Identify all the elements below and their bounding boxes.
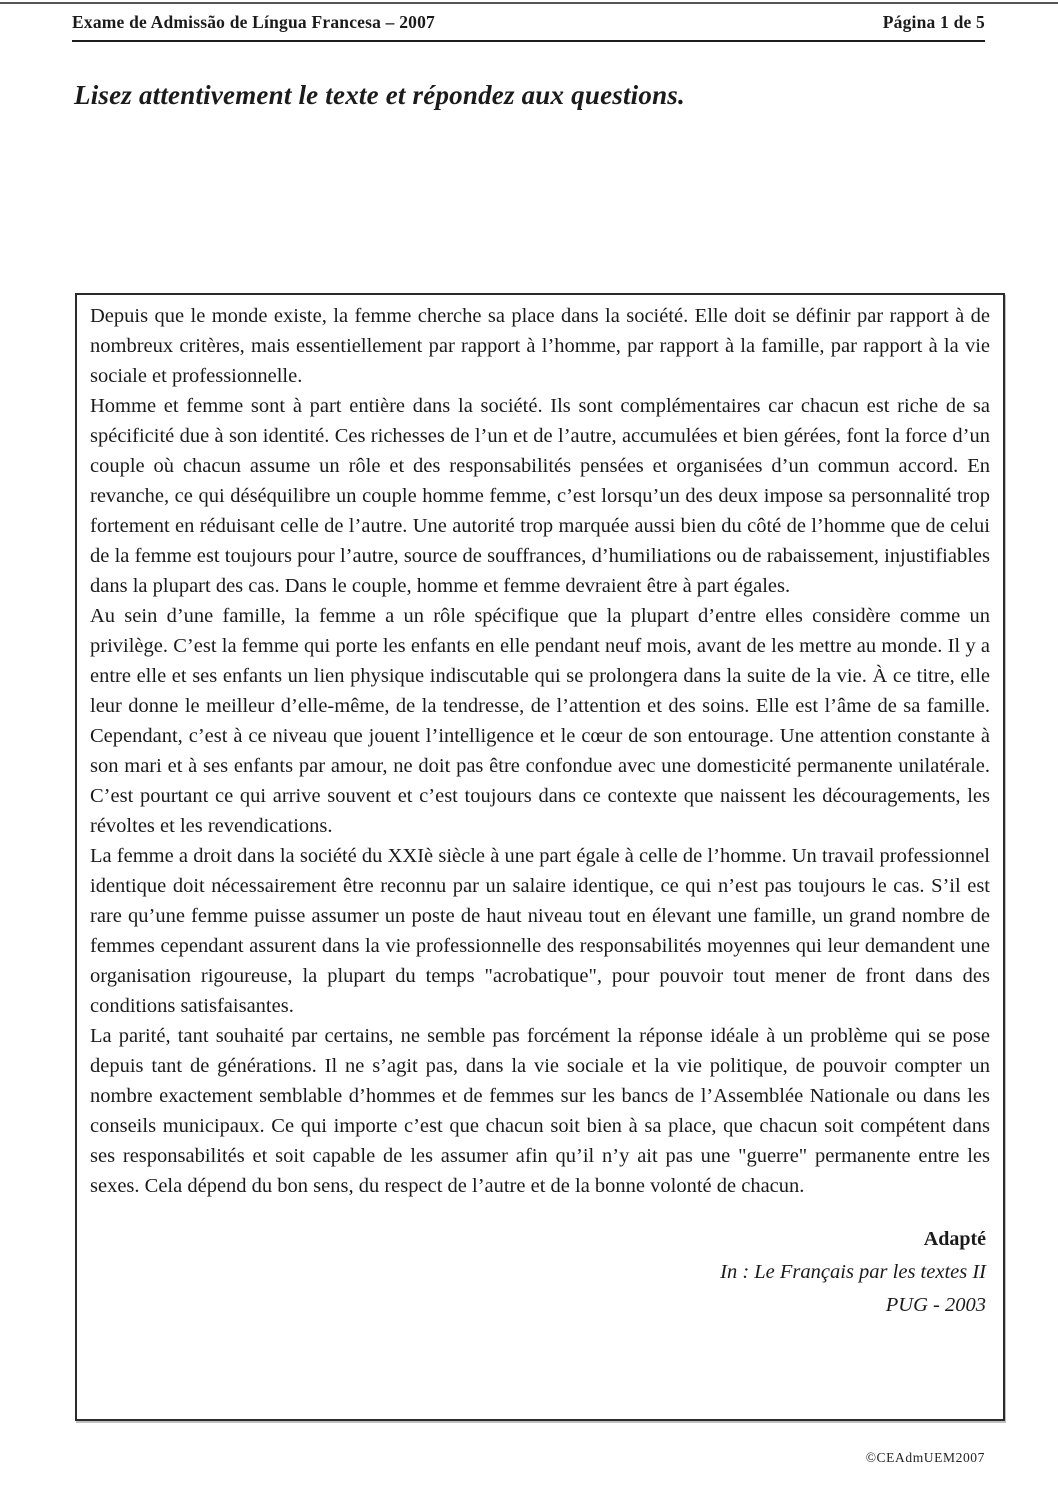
text-paragraph: Homme et femme sont à part entière dans la société. Ils sont complémentaires car chacun est riche de sa spécificité due à son identité. Ces richesses de l’un et de l’autre, accumulées et bien gérées, font la force d’un couple où chacun assume un rôle et des responsabilités pensées et organisées d’un commun accord. En revanche, ce qui déséquilibre un couple homme femme, c’est lorsqu’un des deux impose sa personnalité trop fortement en réduisant celle de l’autre. Une autorité trop marquée aussi bien du côté de l’homme que de celui de la femme est toujours pour l’autre, source de souffrances, d’humiliations ou de rabaissement, injustifiables dans la plupart des cas. Dans le couple, homme et femme devraient être à part égales. (90, 395, 990, 597)
text-paragraph: Depuis que le monde existe, la femme cherche sa place dans la société. Elle doit se définir par rapport à de nombreux critères, mais essentiellement par rapport à l’homme, par rapport à la famille, par rapport à la vie sociale et professionnelle. (90, 305, 990, 387)
page-header (72, 12, 985, 42)
page-top-border (0, 2, 1058, 4)
header-exam-title: Exame de Admissão de Língua Francesa – 2007 (72, 12, 435, 32)
instruction-title: Lisez attentivement le texte et répondez aux questions. (74, 80, 685, 110)
text-paragraph: La parité, tant souhaité par certains, ne semble pas forcément la réponse idéale à un problème qui se pose depuis tant de générations. Il ne s’agit pas, dans la vie sociale et la vie politique, de pouvoir compter un nombre exactement semblable d’hommes et de femmes sur les bancs de l’Assemblée Nationale ou dans les conseils municipaux. Ce qui importe c’est que chacun soit bien à sa place, que chacun soit compétent dans ses responsabilités et soit capable de les assumer afin qu’il n’y ait pas une "guerre" permanente entre les sexes. Cela dépend du bon sens, du respect de l’autre et de la bonne volonté de chacun. (90, 1025, 990, 1197)
reading-text-box (75, 293, 1005, 1421)
attribution-block (90, 1223, 990, 1322)
text-paragraph: Au sein d’une famille, la femme a un rôle spécifique que la plupart d’entre elles considère comme un privilège. C’est la femme qui porte les enfants en elle pendant neuf mois, avant de les mettre au monde. Il y a entre elle et ses enfants un lien physique indiscutable qui se prolongera dans la suite de la vie. À ce titre, elle leur donne le meilleur d’elle-même, de la tendresse, de l’attention et des soins. Elle est l’âme de sa famille. Cependant, c’est à ce niveau que jouent l’intelligence et le cœur de son entourage. Une attention constante à son mari et à ses enfants par amour, ne doit pas être confondue avec une domesticité permanente unilatérale. C’est pourtant ce qui arrive souvent et c’est toujours dans ce contexte que naissent les découragements, les révoltes et les revendications. (90, 605, 990, 837)
attribution-source-title: In : Le Français par les textes II (720, 1261, 986, 1283)
attribution-publisher-year: PUG - 2003 (885, 1294, 986, 1316)
header-page-indicator: Página 1 de 5 (882, 12, 985, 32)
attribution-adapted-label: Adapté (923, 1228, 986, 1250)
text-paragraph: La femme a droit dans la société du XXIè siècle à une part égale à celle de l’homme. Un travail professionnel identique doit nécessairement être reconnu par un salaire identique, ce qui n’est pas toujours le cas. S’il est rare qu’une femme puisse assumer un poste de haut niveau tout en élevant une famille, un grand nombre de femmes cependant assurent dans la vie professionnelle des responsabilités moyennes qui leur demandent une organisation rigoureuse, la plupart du temps "acrobatique", pour pouvoir tout mener de front dans des conditions satisfaisantes. (90, 845, 990, 1017)
copyright-stamp: ©CEAdmUEM2007 (865, 1450, 985, 1465)
